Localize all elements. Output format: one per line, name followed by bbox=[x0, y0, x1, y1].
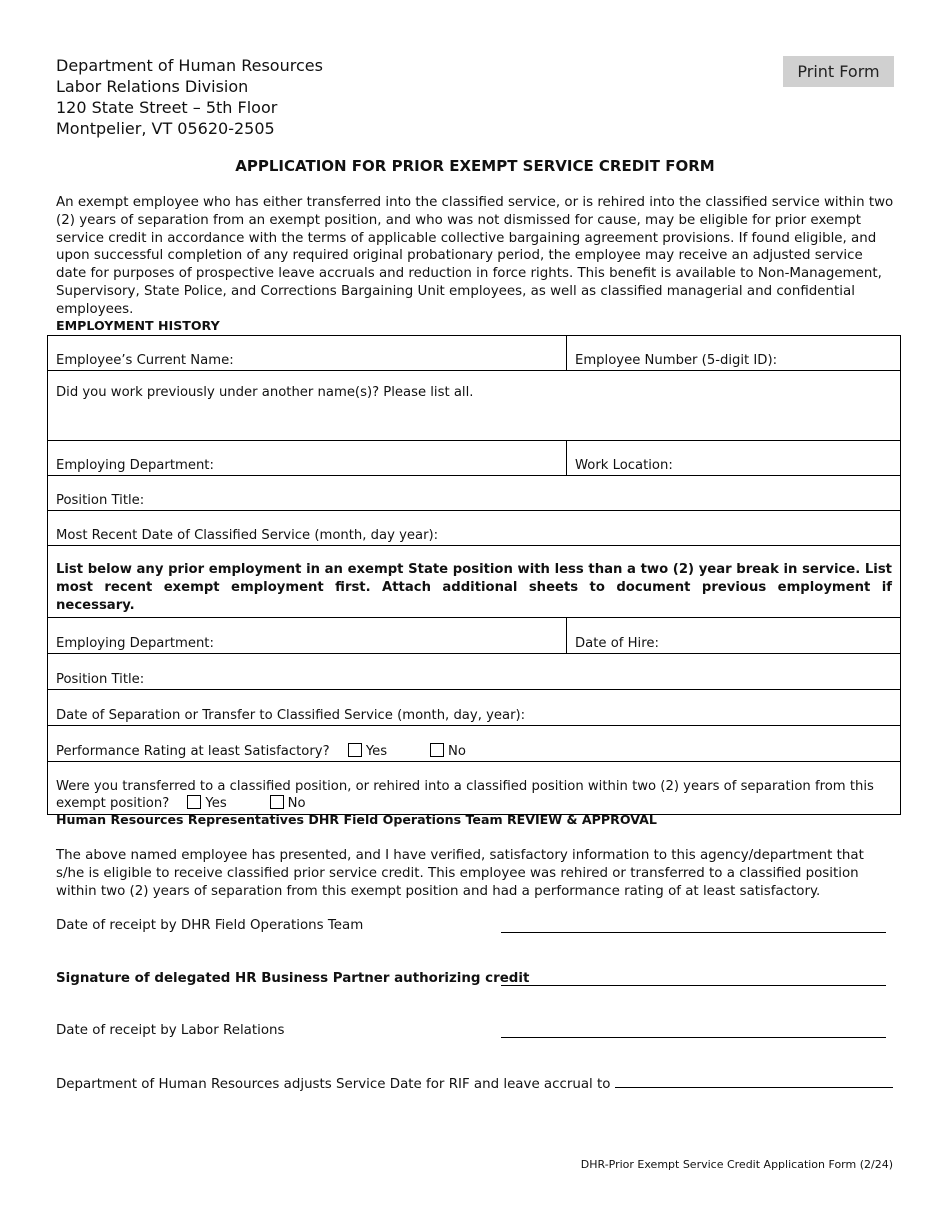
transferred-yes-checkbox[interactable] bbox=[187, 795, 201, 809]
receipt-field-ops-label: Date of receipt by DHR Field Operations Team bbox=[56, 918, 364, 933]
separation-date-label: Date of Separation or Transfer to Classified Service (month, day, year): bbox=[56, 708, 526, 723]
prior-department-field[interactable] bbox=[48, 618, 567, 654]
current-name-label: Employee’s Current Name: bbox=[56, 353, 234, 368]
employing-department-field[interactable] bbox=[48, 441, 567, 476]
recent-classified-date-field[interactable] bbox=[48, 511, 901, 546]
review-paragraph: The above named employee has presented, and I have verified, satisfactory information to this agency/department that s/he is eligible to receive classified prior service credit. This employee was rehired or transferred to a classified position within two (2) years of separation from this exempt position and had a performance rating of at least satisfactory. bbox=[56, 848, 864, 899]
form-title: APPLICATION FOR PRIOR EXEMPT SERVICE CREDIT FORM bbox=[235, 157, 715, 175]
receipt-labor-relations-input[interactable] bbox=[501, 1037, 886, 1038]
employee-number-field[interactable] bbox=[567, 336, 901, 371]
transferred-row bbox=[48, 762, 901, 815]
prior-position-title-label: Position Title: bbox=[56, 672, 145, 687]
review-heading: Human Resources Representatives DHR Field Operations Team REVIEW & APPROVAL bbox=[56, 812, 657, 827]
intro-paragraph: An exempt employee who has either transferred into the classified service, or is rehired into the classified service within two (2) years of separation from an exempt position, and who was not dismissed for cause, may be eligible for prior exempt service credit in accordance with the terms of applicable collective bargaining agreement provisions. If found eligible, and upon successful completion of any required original probationary period, the employee may receive an adjusted service date for purposes of prospective leave accruals and reduction in force rights. This benefit is available to Non-Management, Supervisory, State Police, and Corrections Bargaining Unit employees, as well as classified managerial and confidential employees. bbox=[56, 195, 894, 317]
agency-address bbox=[56, 55, 323, 139]
print-form-button[interactable]: Print Form bbox=[783, 56, 894, 87]
receipt-labor-relations-label: Date of receipt by Labor Relations bbox=[56, 1023, 285, 1038]
transferred-yes-label: Yes bbox=[205, 796, 227, 811]
recent-classified-date-label: Most Recent Date of Classified Service (month, day year): bbox=[56, 528, 439, 543]
address-line-street: 120 State Street – 5th Floor bbox=[56, 98, 278, 117]
receipt-field-ops-input[interactable] bbox=[501, 932, 886, 933]
form-footer: DHR-Prior Exempt Service Credit Application Form (2/24) bbox=[580, 1158, 893, 1171]
employment-history-table bbox=[47, 335, 901, 815]
prior-position-title-field[interactable] bbox=[48, 654, 901, 690]
work-location-label: Work Location: bbox=[575, 458, 673, 473]
prior-employment-instructions: List below any prior employment in an exempt State position with less than a two (2) year break in service. List most recent exempt employment first. Attach additional sheets to document previous employment if necessary. bbox=[48, 546, 901, 618]
position-title-label: Position Title: bbox=[56, 493, 145, 508]
address-line-city: Montpelier, VT 05620-2505 bbox=[56, 119, 275, 138]
employee-number-label: Employee Number (5-digit ID): bbox=[575, 353, 778, 368]
performance-yes-label: Yes bbox=[365, 744, 388, 759]
separation-date-field[interactable] bbox=[48, 690, 901, 726]
transferred-no-checkbox[interactable] bbox=[270, 795, 284, 809]
prior-department-label: Employing Department: bbox=[56, 636, 214, 651]
signature-row bbox=[56, 971, 886, 991]
performance-rating-label: Performance Rating at least Satisfactory? bbox=[56, 744, 330, 759]
performance-yes-checkbox[interactable] bbox=[348, 743, 362, 757]
position-title-field[interactable] bbox=[48, 476, 901, 511]
receipt-field-ops-row bbox=[56, 918, 886, 938]
signature-label: Signature of delegated HR Business Partner authorizing credit bbox=[56, 971, 530, 986]
address-line-division: Labor Relations Division bbox=[56, 77, 249, 96]
performance-rating-row bbox=[48, 726, 901, 762]
transferred-question-label: Were you transferred to a classified position, or rehired into a classified position within two (2) years of separation from this exempt position? bbox=[56, 779, 874, 811]
receipt-labor-relations-row bbox=[56, 1023, 886, 1043]
performance-no-checkbox[interactable] bbox=[430, 743, 444, 757]
previous-names-label: Did you work previously under another name(s)? Please list all. bbox=[56, 385, 474, 400]
current-name-field[interactable] bbox=[48, 336, 567, 371]
address-line-department: Department of Human Resources bbox=[56, 56, 323, 75]
work-location-field[interactable] bbox=[567, 441, 901, 476]
adjusts-service-date-row bbox=[56, 1075, 893, 1092]
previous-names-field[interactable] bbox=[48, 371, 901, 441]
employing-department-label: Employing Department: bbox=[56, 458, 214, 473]
adjusts-service-date-input[interactable] bbox=[615, 1075, 893, 1088]
employment-history-heading: EMPLOYMENT HISTORY bbox=[56, 318, 220, 333]
performance-no-label: No bbox=[448, 744, 466, 759]
transferred-no-label: No bbox=[287, 796, 306, 811]
adjusts-service-date-label: Department of Human Resources adjusts Service Date for RIF and leave accrual to bbox=[56, 1077, 611, 1092]
date-of-hire-label: Date of Hire: bbox=[575, 636, 659, 651]
signature-input[interactable] bbox=[501, 985, 886, 986]
date-of-hire-field[interactable] bbox=[567, 618, 901, 654]
